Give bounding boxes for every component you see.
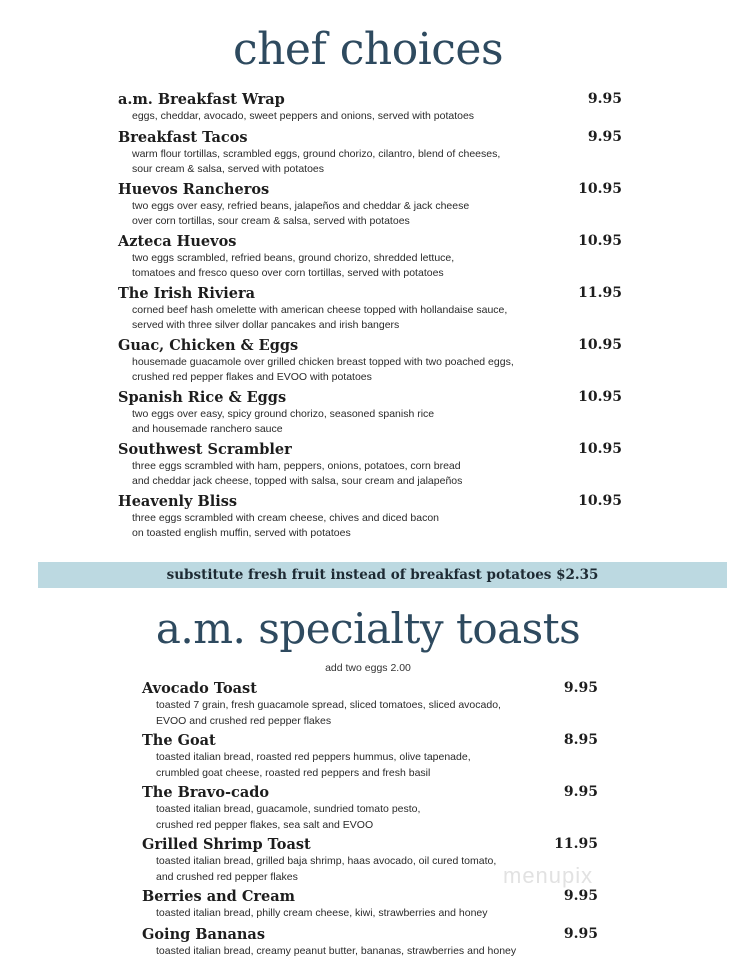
menu-item-description: two eggs scrambled, refried beans, ground chorizo, shredded lettuce, tomatoes and fresco queso over corn tortillas, served with potatoes [118,251,622,282]
menu-item-description: two eggs over easy, refried beans, jalapeños and cheddar & jack cheese over corn tortillas, sour cream & salsa, served with potatoes [118,199,622,230]
menu-item-price: 10.95 [578,492,622,511]
menu-item [118,180,622,232]
menu-item-price: 10.95 [578,336,622,355]
menu-item-description: housemade guacamole over grilled chicken breast topped with two poached eggs, crushed red pepper flakes and EVOO with potatoes [118,355,622,386]
menu-item-description: toasted italian bread, roasted red peppers hummus, olive tapenade, crumbled goat cheese, roasted red peppers and fresh basil [142,750,598,781]
menu-item-name: Breakfast Tacos [118,128,622,147]
menu-item-description: toasted italian bread, guacamole, sundried tomato pesto, crushed red pepper flakes, sea salt and EVOO [142,802,598,833]
menu-item-name: Huevos Rancheros [118,180,622,199]
substitution-banner: substitute fresh fruit instead of breakfast potatoes $2.35 [38,562,727,588]
menu-item-price: 11.95 [554,835,598,854]
menu-item-name: Azteca Huevos [118,232,622,251]
menu-item-name: a.m. Breakfast Wrap [118,90,622,109]
menupix-watermark: menupix [503,863,593,889]
menu-item-name: Spanish Rice & Eggs [118,388,622,407]
menu-item [118,284,622,336]
menu-item-name: Southwest Scrambler [118,440,622,459]
menu-item [118,128,622,180]
menu-item-price: 10.95 [578,232,622,251]
menu-item-price: 10.95 [578,388,622,407]
menu-item [118,492,622,544]
menu-item [118,336,622,388]
menu-item-name: Guac, Chicken & Eggs [118,336,622,355]
menu-item-name: The Bravo-cado [142,783,598,802]
menu-item-description: toasted italian bread, philly cream cheese, kiwi, strawberries and honey [142,906,598,922]
menu-item-description: two eggs over easy, spicy ground chorizo, seasoned spanish rice and housemade ranchero sauce [118,407,622,438]
menu-item-name: The Goat [142,731,598,750]
toasts-list [142,679,598,962]
menu-item-price: 9.95 [564,925,598,944]
chef-choices-list [118,90,622,544]
menu-item [142,925,598,962]
menu-item-name: Grilled Shrimp Toast [142,835,598,854]
menu-item-description: three eggs scrambled with cream cheese, chives and diced bacon on toasted english muffin, served with potatoes [118,511,622,542]
menu-item-price: 8.95 [564,731,598,750]
menu-item-price: 9.95 [564,783,598,802]
menu-item [118,232,622,284]
menu-item-name: The Irish Riviera [118,284,622,303]
menu-item-price: 9.95 [564,887,598,906]
menu-item [142,679,598,731]
menu-item [118,440,622,492]
menu-item-description: three eggs scrambled with ham, peppers, onions, potatoes, corn bread and cheddar jack cheese, topped with salsa, sour cream and jalapeños [118,459,622,490]
menu-item [118,388,622,440]
menu-item-price: 11.95 [578,284,622,303]
menu-item-price: 10.95 [578,180,622,199]
menu-item-name: Avocado Toast [142,679,598,698]
menu-item [142,731,598,783]
menu-item-description: eggs, cheddar, avocado, sweet peppers and onions, served with potatoes [118,109,622,125]
menu-item-name: Heavenly Bliss [118,492,622,511]
menu-item-description: corned beef hash omelette with american cheese topped with hollandaise sauce, served with three silver dollar pancakes and irish bangers [118,303,622,334]
menu-item [118,90,622,128]
menu-item-name: Going Bananas [142,925,598,944]
menu-item-price: 10.95 [578,440,622,459]
menu-item-description: toasted 7 grain, fresh guacamole spread, sliced tomatoes, sliced avocado, EVOO and crushed red pepper flakes [142,698,598,729]
menu-item-name: Berries and Cream [142,887,598,906]
section-title-toasts: a.m. specialty toasts [0,604,736,653]
menu-item-price: 9.95 [564,679,598,698]
add-eggs-note: add two eggs 2.00 [0,662,736,674]
menu-item-price: 9.95 [588,128,622,147]
menu-item-description: toasted italian bread, creamy peanut butter, bananas, strawberries and honey [142,944,598,960]
menu-item-description: warm flour tortillas, scrambled eggs, ground chorizo, cilantro, blend of cheeses, sour cream & salsa, served with potatoes [118,147,622,178]
menu-item [142,887,598,925]
menu-item-price: 9.95 [588,90,622,109]
menu-item [142,783,598,835]
menu-item-description: toasted italian bread, grilled baja shrimp, haas avocado, oil cured tomato, and crushed red pepper flakes [142,854,598,885]
section-title-chef-choices: chef choices [0,24,736,75]
